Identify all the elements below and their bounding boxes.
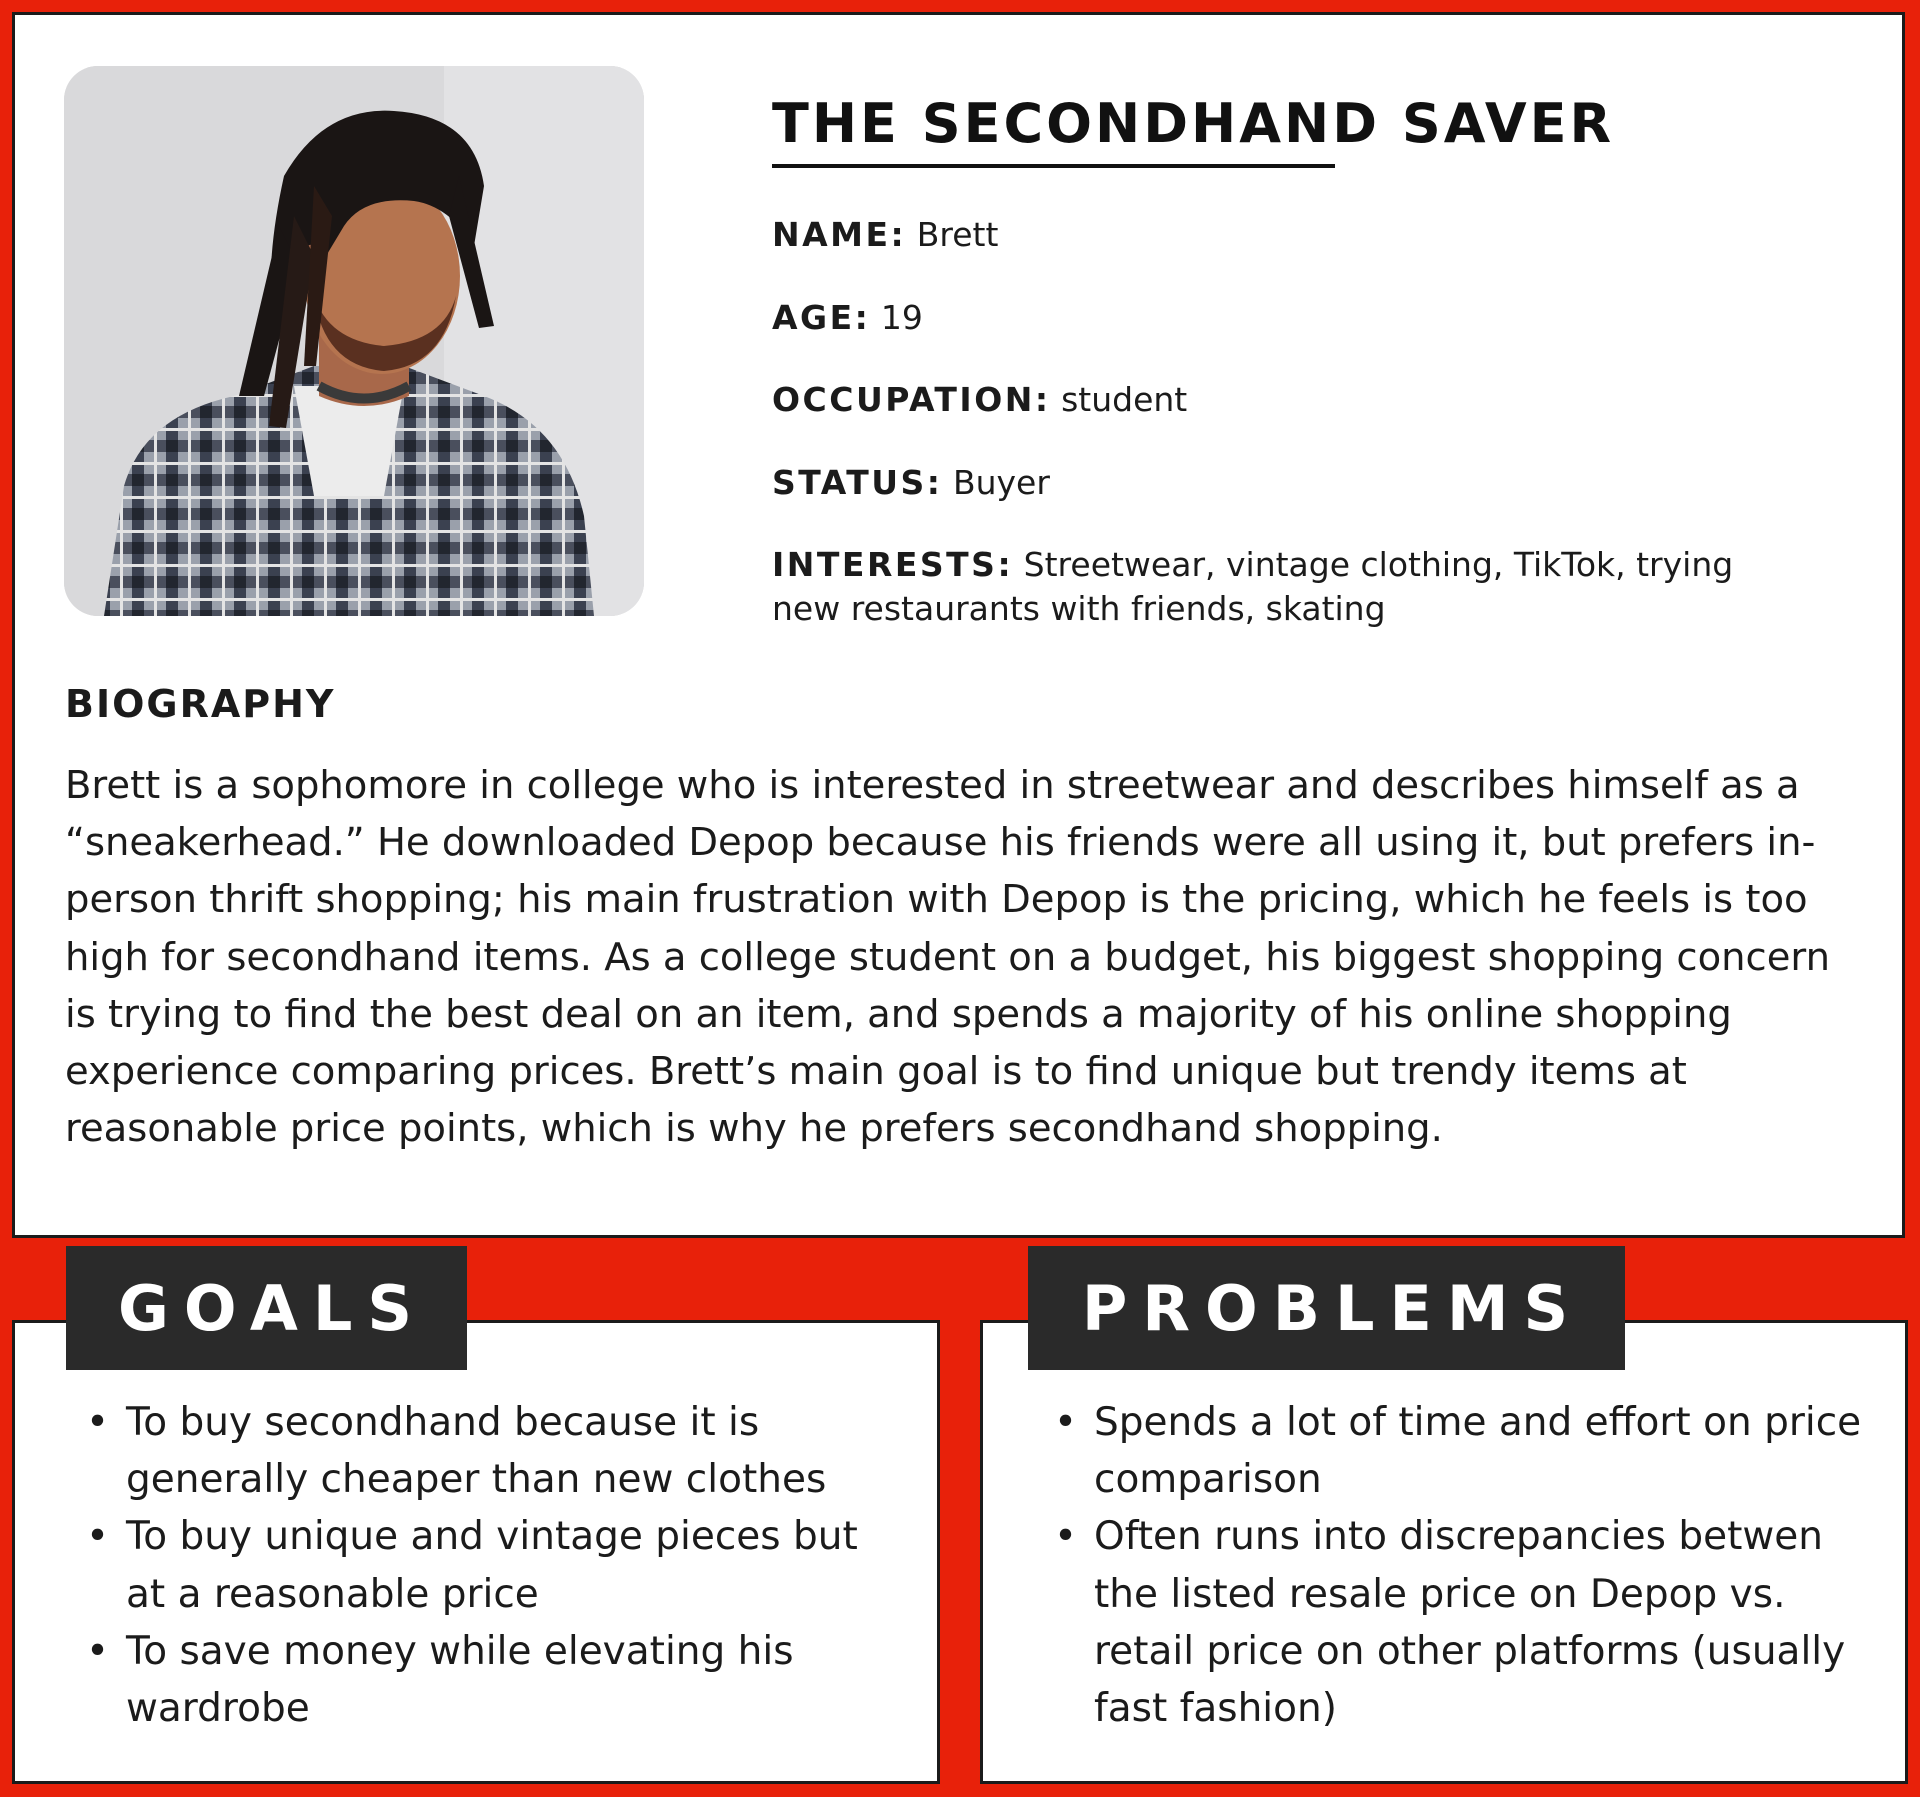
problems-list (1046, 1394, 1876, 1737)
age-field (772, 296, 923, 340)
title-underline (772, 164, 1335, 168)
goals-heading: GOALS (66, 1246, 467, 1370)
name-label: NAME: (772, 215, 907, 254)
biography-text: Brett is a sophomore in college who is interested in streetwear and describes himself as a “sneakerhead.” He downloaded Depop because his friends were all using it, but prefers in-person thrift shopping; his main frustration with Depop is the pricing, which he feels is too high for secondhand items. As a college student on a budget, his biggest shopping concern is trying to find the best deal on an item, and spends a majority of his online shopping experience comparing prices. Brett’s main goal is to find unique but trendy items at reasonable price points, which is why he prefers secondhand shopping. (65, 763, 1830, 1152)
occupation-label: OCCUPATION: (772, 380, 1051, 419)
persona-photo (64, 66, 644, 616)
list-item: • To buy secondhand because it is generally cheaper than new clothes (78, 1394, 908, 1508)
occupation-field (772, 378, 1187, 422)
name-field (772, 213, 998, 257)
problems-heading: PROBLEMS (1028, 1246, 1625, 1370)
status-value: Buyer (952, 463, 1050, 502)
list-item: • To save money while elevating his wardrobe (78, 1623, 908, 1737)
status-label: STATUS: (772, 463, 943, 502)
status-field (772, 461, 1050, 505)
biography-heading: BIOGRAPHY (65, 682, 336, 726)
list-item: • Spends a lot of time and effort on price comparison (1046, 1394, 1876, 1508)
occupation-value: student (1061, 380, 1188, 419)
persona-title: THE SECONDHAND SAVER (772, 92, 1615, 155)
list-item: • To buy unique and vintage pieces but at a reasonable price (78, 1508, 908, 1622)
interests-label: INTERESTS: (772, 545, 1014, 584)
interests-value: Streetwear, vintage clothing, TikTok, trying new restaurants with friends, skating (772, 545, 1734, 628)
interests-field (772, 543, 1772, 631)
age-value: 19 (880, 298, 923, 337)
name-value: Brett (916, 215, 999, 254)
portrait-illustration (64, 66, 644, 616)
goals-list (78, 1394, 908, 1737)
list-item: • Often runs into discrepancies betwen the listed resale price on Depop vs. retail price on other platforms (usually fast fashion) (1046, 1508, 1876, 1737)
age-label: AGE: (772, 298, 871, 337)
